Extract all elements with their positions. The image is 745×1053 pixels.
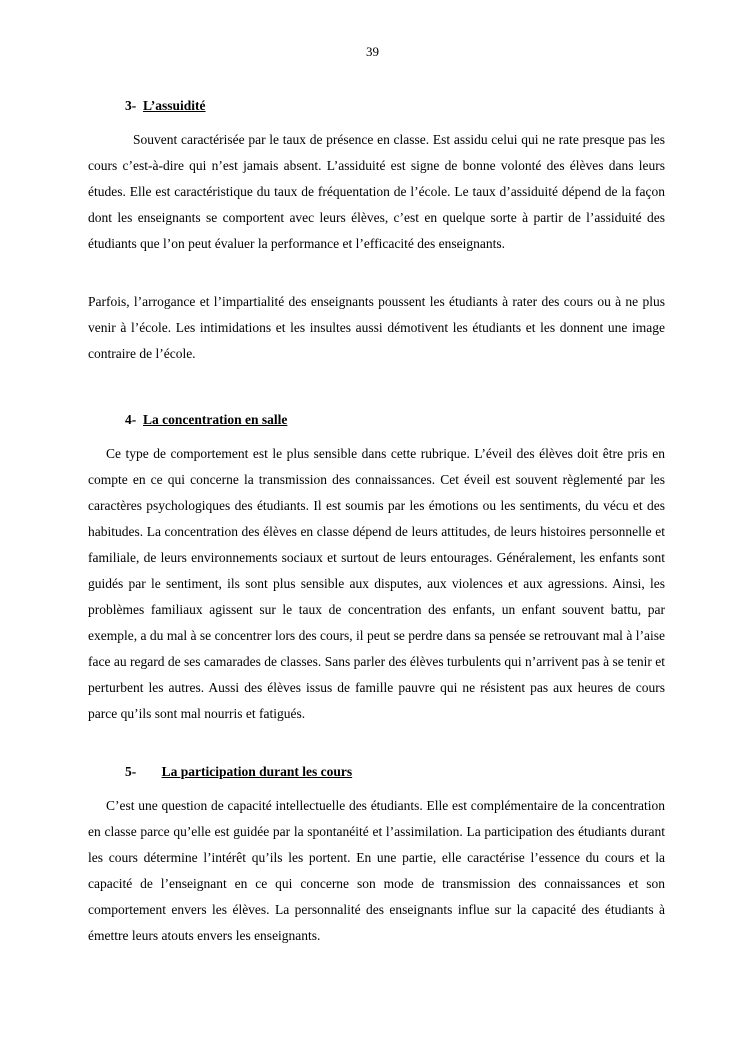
page-number: 39 [366,44,379,59]
paragraph: C’est une question de capacité intellectuelle des étudiants. Elle est complémentaire de la concentration en classe parce qu’elle est guidée par la spontanéité et l’assimilation. La participation des étudiants durant les cours détermine l’intérêt qu’ils les portent. En une partie, elle caractérise l’essence du cours et la capacité de l’enseignant en ce qui concerne son mode de transmission des connaissances et son comportement envers les élèves. La personnalité des enseignants influe sur la capacité des étudiants à émettre leurs atouts envers les enseignants. [88,798,665,943]
section-heading-3 [125,98,206,114]
section-number: 5- [125,764,137,779]
paragraph: Ce type de comportement est le plus sensible dans cette rubrique. L’éveil des élèves doit être pris en compte en ce qui concerne la transmission des connaissances. Cet éveil est souvent règlementé par les caractères psychologiques des étudiants. Il est soumis par les émotions ou les sentiments, du vécu et des habitudes. La concentration des élèves en classe dépend de leurs attitudes, de leurs histoires personnelle et familiale, de leurs environnements sociaux et surtout de leurs entourages. Généralement, les enfants sont guidés par le sentiment, ils sont plus sensible aux disputes, aux violences et aux agressions. Ainsi, les problèmes familiaux agissent sur le taux de concentration des enfants, un enfant souvent battu, par exemple, a du mal à se concentrer lors des cours, il peut se perdre dans sa pensée se retrouvant mal à l’aise face au regard de ses camarades de classes. Sans parler des élèves turbulents qui n’arrivent pas à se tenir et perturbent les autres. Aussi des élèves issus de famille pauvre qui ne résistent pas aux heures de cours parce qu’ils sont mal nourris et fatigués. [88,446,665,721]
section-number: 3- [125,98,137,113]
section-heading-5 [125,764,352,780]
section-heading-4 [125,412,287,428]
section-title: La participation durant les cours [161,764,353,779]
section-title: La concentration en salle [143,412,288,427]
section-number: 4- [125,412,137,427]
paragraph: Souvent caractérisée par le taux de présence en classe. Est assidu celui qui ne rate presque pas les cours c’est-à-dire qui n’est jamais absent. L’assiduité est signe de bonne volonté des élèves dans leurs études. Elle est caractéristique du taux de fréquentation de l’école. Le taux d’assiduité dépend de la façon dont les enseignants se comportent avec leurs élèves, c’est en quelque sorte à partir de l’assiduité des étudiants que l’on peut évaluer la performance et l’efficacité des enseignants. [88,132,665,251]
paragraph: Parfois, l’arrogance et l’impartialité des enseignants poussent les étudiants à rater des cours ou à ne plus venir à l’école. Les intimidations et les insultes aussi démotivent les étudiants et les donnent une image contraire de l’école. [88,294,665,361]
section-title: L’assuidité [143,98,206,113]
